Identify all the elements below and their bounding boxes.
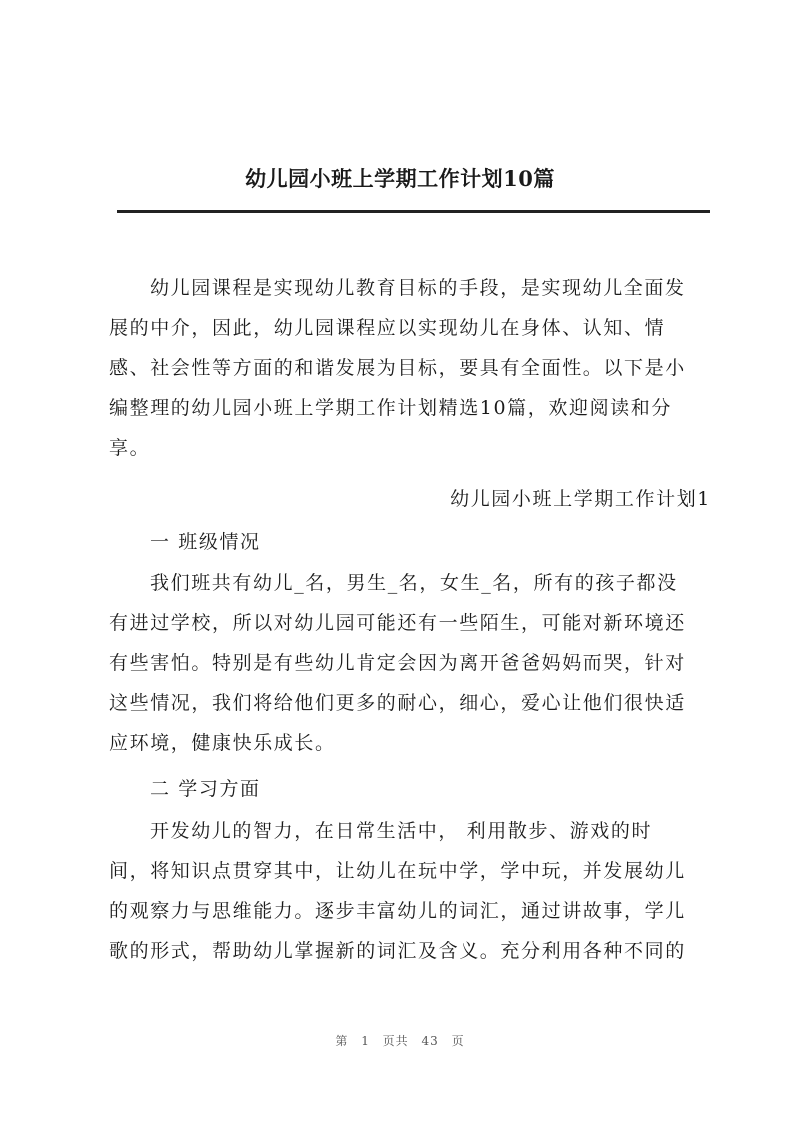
section2-line-2: 间，将知识点贯穿其中，让幼儿在玩中学，学中玩，并发展幼儿: [109, 860, 686, 882]
title-underline: [117, 210, 710, 213]
section2-line-3: 的观察力与思维能力。逐步丰富幼儿的词汇，通过讲故事，学儿: [109, 900, 686, 922]
section2-heading: 二 学习方面: [150, 778, 261, 800]
footer-suffix: 页: [451, 1034, 465, 1048]
section1-line-2: 有进过学校，所以对幼儿园可能还有一些陌生，可能对新环境还: [109, 612, 686, 634]
footer-page-number: 1: [361, 1034, 370, 1048]
intro-line-1: 幼儿园课程是实现幼儿教育目标的手段，是实现幼儿全面发: [150, 277, 686, 299]
section1-line-1: 我们班共有幼儿_名，男生_名，女生_名，所有的孩子都没: [150, 572, 678, 594]
intro-line-2: 展的中介，因此，幼儿园课程应以实现幼儿在身体、认知、情: [109, 317, 666, 339]
section1-line-4: 这些情况，我们将给他们更多的耐心，细心，爱心让他们很快适: [109, 692, 686, 714]
section-subtitle: 幼儿园小班上学期工作计划1: [450, 488, 711, 510]
section1-line-5: 应环境，健康快乐成长。: [109, 732, 336, 754]
footer-total-pages: 43: [421, 1034, 439, 1048]
footer-middle: 页共: [382, 1034, 409, 1048]
intro-line-5: 享。: [109, 437, 151, 459]
section1-heading: 一 班级情况: [150, 531, 261, 553]
page-footer: [0, 1032, 800, 1049]
section2-line-4: 歌的形式，帮助幼儿掌握新的词汇及含义。充分利用各种不同的: [109, 940, 686, 962]
intro-line-3: 感、社会性等方面的和谐发展为目标，要具有全面性。以下是小: [109, 357, 686, 379]
section1-line-3: 有些害怕。特别是有些幼儿肯定会因为离开爸爸妈妈而哭，针对: [109, 652, 686, 674]
document-title: 幼儿园小班上学期工作计划10篇: [245, 166, 555, 191]
section2-line-1: 开发幼儿的智力，在日常生活中， 利用散步、游戏的时: [150, 820, 653, 842]
footer-prefix: 第: [335, 1034, 349, 1048]
intro-line-4: 编整理的幼儿园小班上学期工作计划精选10篇，欢迎阅读和分: [109, 397, 672, 419]
